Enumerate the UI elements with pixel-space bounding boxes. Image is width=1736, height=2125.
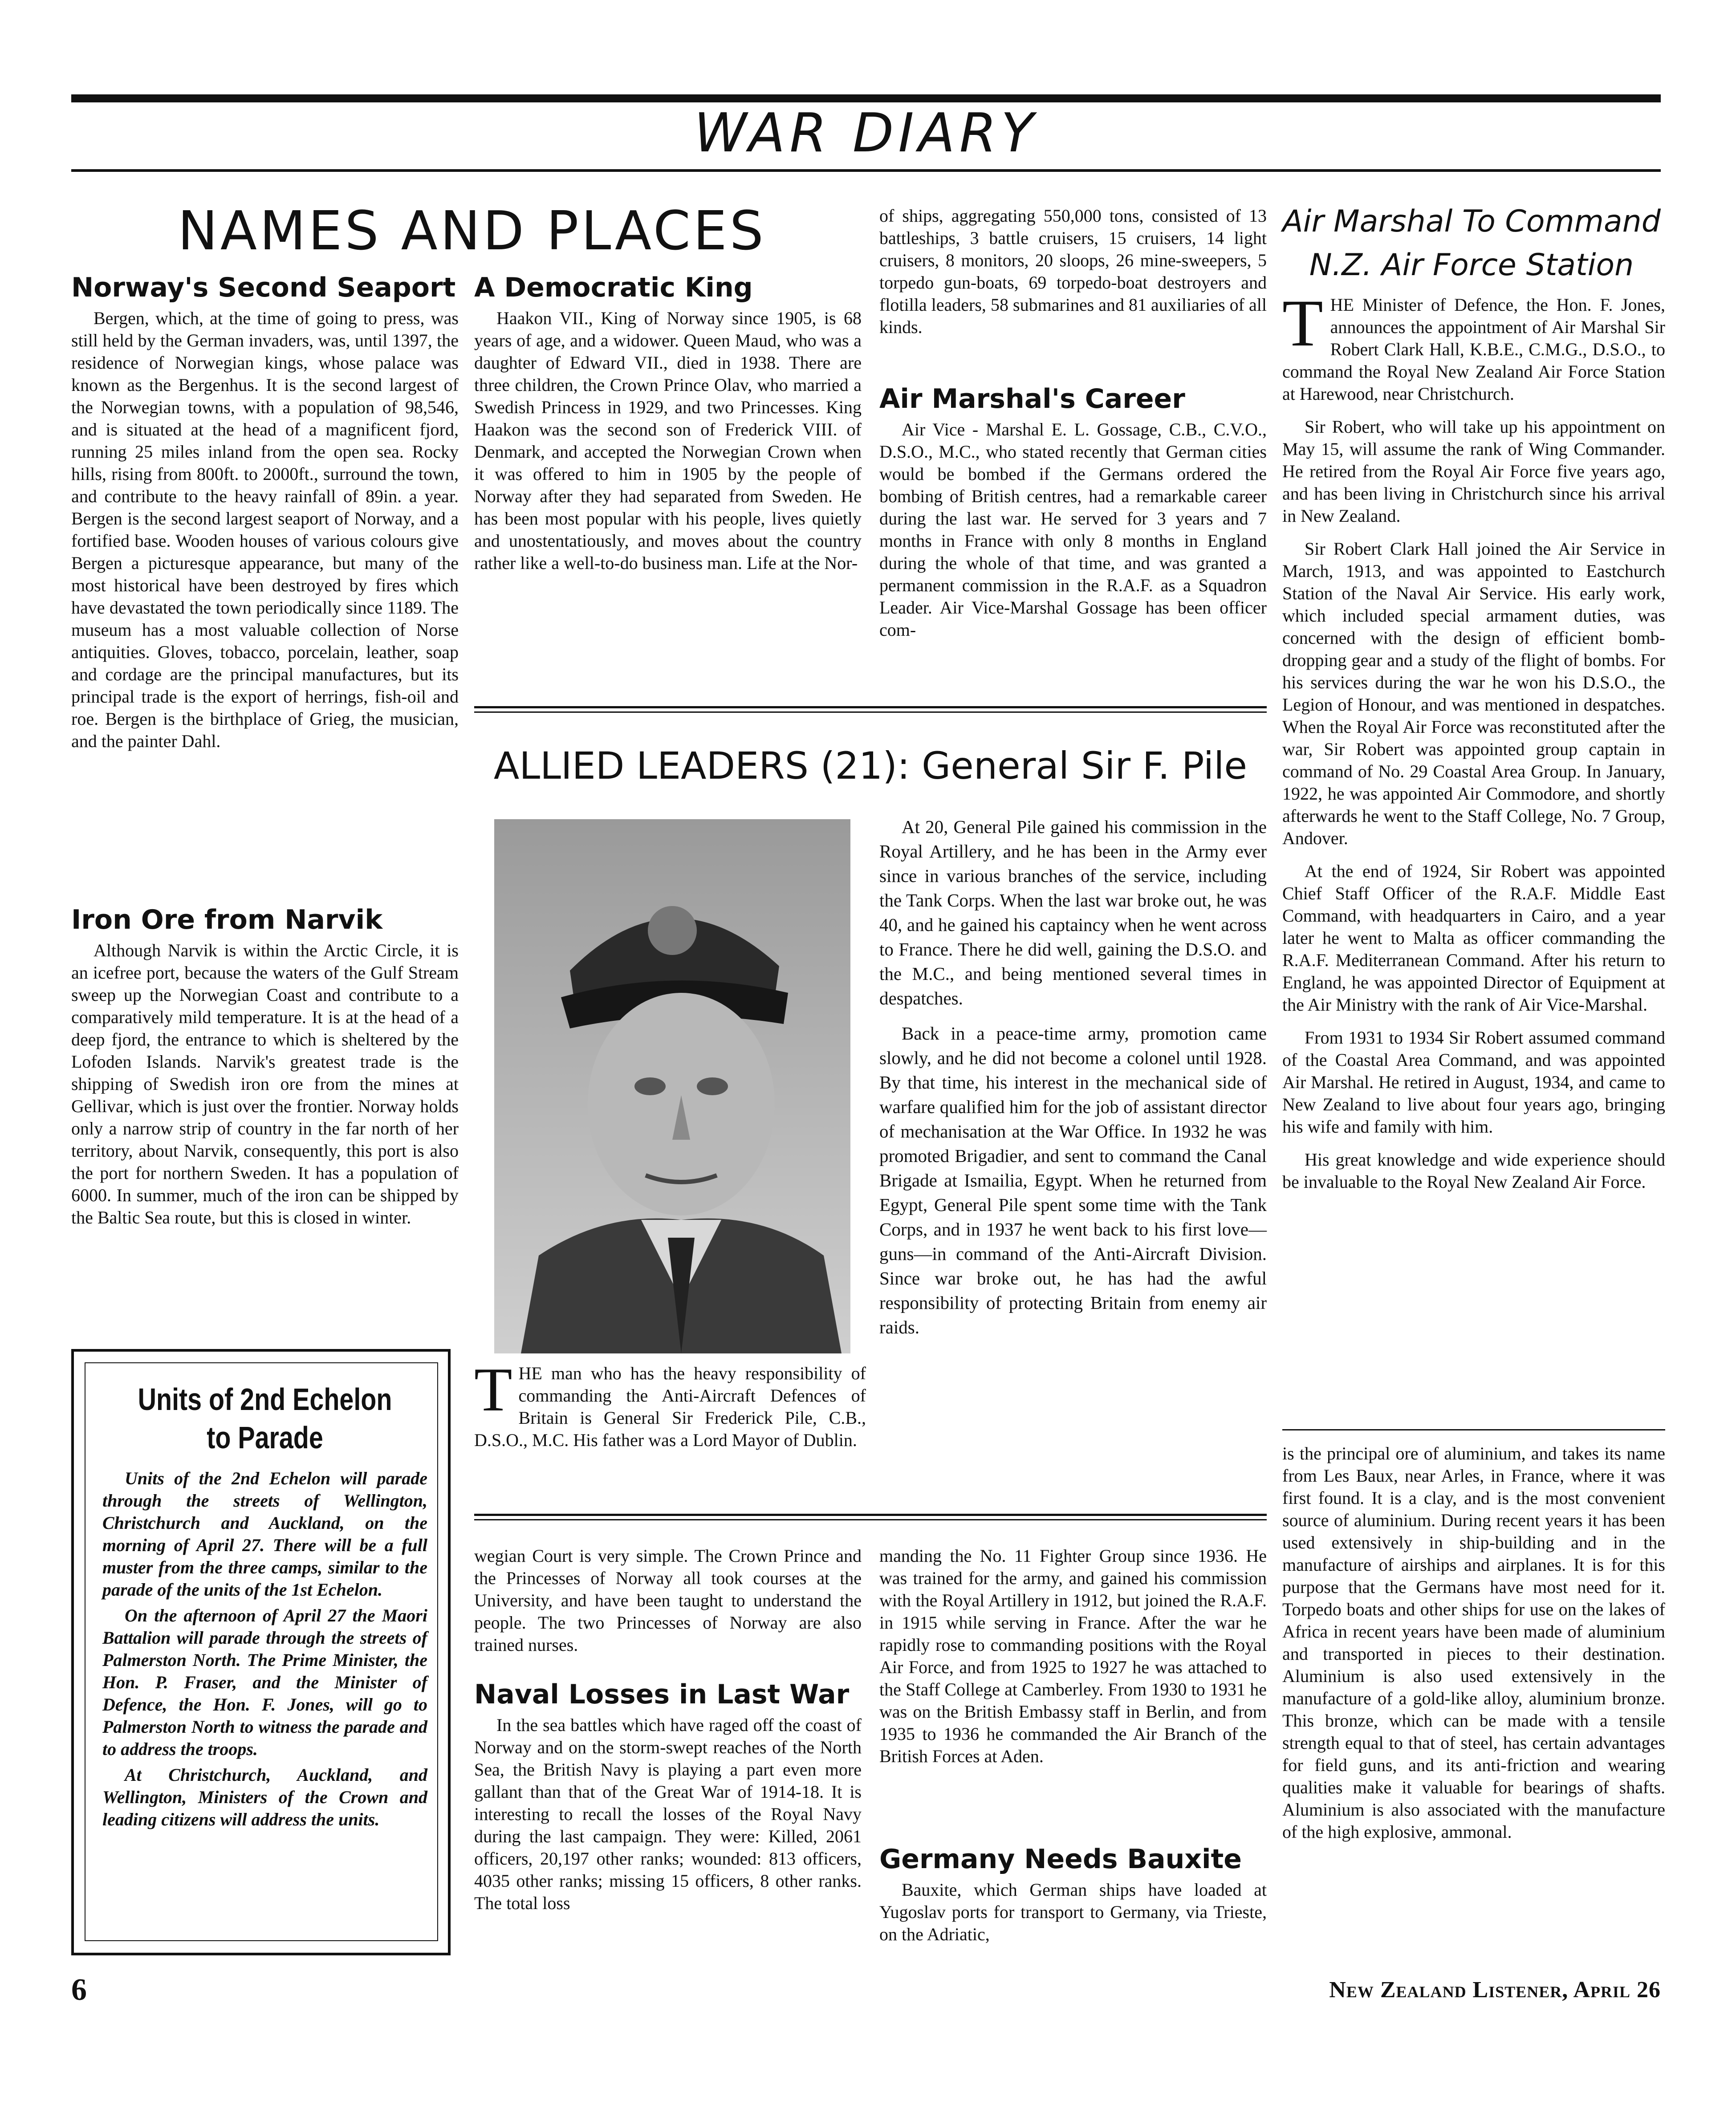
units-box-paragraph-3: At Christchurch, Auckland, and Wellington, Ministers of the Crown and leading citizens will address the units. [102, 1765, 427, 1829]
top-thick-rule [71, 94, 1661, 102]
allied-leaders-title: ALLIED LEADERS (21): General Sir F. Pile [493, 744, 1248, 788]
allied-paragraph-2: Back in a peace-time army, promotion came slowly, and he did not become a colonel until 1928. By that time, his interest in the mechanical side of warfare qualified him for the job of assistant director of mechanisation at the War Office. In 1932 he was promoted Brigadier, and sent to command the Canal Brigade at Ismailia, Egypt. When he returned from Egypt, General Pile spent some time with the Tank Corps, and in 1937 he went back to his first love—guns—in command of the Anti-Aircraft Division. Since war broke out, he has had the awful responsibility of protecting Britain from enemy air raids. [879, 1023, 1267, 1337]
king-continued [474, 1545, 862, 1656]
units-box-content [102, 1380, 427, 1834]
narvik-text [71, 939, 459, 1229]
units-box-paragraph-2: On the afternoon of April 27 the Maori Battalion will parade through the streets of Palmerston North. The Prime Minister, the Hon. P. Fraser, and the Minister of Defence, the Hon. F. Jones, will go to Palmerston North to witness the parade and to address the troops. [102, 1605, 427, 1759]
allied-top-rule-2 [474, 711, 1267, 713]
norway-heading: Norway's Second Seaport [71, 272, 456, 303]
naval-paragraph: In the sea battles which have raged off the coast of Norway and on the storm-swept reaches of the North Sea, the British Navy is playing a part even more gallant than that of the Great War of 1914-18. It is interesting to recall the losses of the Royal Navy during the last campaign. They were: Killed, 2061 officers, 20,197 other ranks; wounded: 813 officers, 4035 other ranks; missing 15 officers, 8 other ranks. The total loss [474, 1715, 862, 1913]
portrait-image [494, 819, 850, 1353]
general-pile-photo [494, 819, 850, 1353]
units-box-title-line2: to Parade [207, 1420, 323, 1455]
allied-paragraph-1: At 20, General Pile gained his commission in the Royal Artillery, and he has been in the Army ever since in various branches of the service, including the Tank Corps. When the last war broke out, he was 40, and he gained his captaincy when he went across to France. There he did well, gaining the D.S.O. and the M.C., and being mentioned several times in despatches. [879, 817, 1267, 1008]
bauxite-article [879, 1843, 1267, 1956]
air-marshal-paragraph-6: His great knowledge and wide experience should be invaluable to the Royal New Zealand Air Force. [1282, 1150, 1665, 1192]
air-marshal-paragraph-5: From 1931 to 1934 Sir Robert assumed command of the Coastal Area Command, and was appointed Air Marshal. He retired in August, 1934, and came to New Zealand to live about four years ago, bringing his wife and family with him. [1282, 1028, 1665, 1137]
career-text [879, 418, 1267, 641]
bauxite-paragraph: Bauxite, which German ships have loaded at Yugoslav ports for transport to Germany, via Trieste, on the Adriatic, [879, 1880, 1267, 1944]
units-box-paragraph-1: Units of the 2nd Echelon will parade through the streets of Wellington, Christchurch and Auckland, on the morning of April 27. There will be a full muster from the three camps, similar to the parade of the units of the 1st Echelon. [102, 1468, 427, 1600]
narvik-heading: Iron Ore from Narvik [71, 904, 383, 935]
air-marshal-dropcap: T [1282, 286, 1323, 360]
air-marshal-paragraph-3: Sir Robert Clark Hall joined the Air Service in March, 1913, and was appointed to Eastchurch Station of the Naval Air Service. His early work, which included special armament duties, was concerned with the design of efficient bomb-dropping gear and a study of the flight of bombs. For his services during the war he won his D.S.O., the Legion of Honour, and was mentioned in despatches. When the Royal Air Force was reconstituted after the war, Sir Robert was appointed group captain in command of No. 29 Coastal Area Group. In January, 1922, he was appointed Air Commodore, and shortly afterwards he went to the Staff College, No. 7 Group, Andover. [1282, 539, 1665, 848]
allied-body [879, 815, 1267, 1350]
career-continued-paragraph: manding the No. 11 Fighter Group since 1936. He was trained for the army, and gained his commission with the Royal Artillery in 1912, but joined the R.A.F. in 1915 while serving in France. After the war he rapidly rose to commanding positions with the Royal Air Force, and from 1925 to 1927 he was attached to the Staff College at Camberley. From 1930 to 1931 he was on the British Embassy staff in Berlin, and from 1935 to 1936 he commanded the Air Branch of the British Forces at Aden. [879, 1546, 1267, 1766]
allied-top-rule-1 [474, 706, 1267, 708]
allied-bottom-rule-2 [474, 1519, 1267, 1520]
units-box-text [102, 1467, 427, 1831]
page-number: 6 [71, 1973, 87, 2007]
king-continued-paragraph: wegian Court is very simple. The Crown Prince and the Princesses of Norway all took courses at the University, and have been taught to understand the people. The two Princesses of Norway are also trained nurses. [474, 1546, 862, 1655]
air-marshal-paragraph-1: HE Minister of Defence, the Hon. F. Jones, announces the appointment of Air Marshal Sir Robert Clark Hall, K.B.E., C.M.G., D.S.O., to command the Royal New Zealand Air Force Station at Harewood, near Christchurch. [1282, 295, 1665, 404]
air-marshal-article [1282, 286, 1665, 1204]
air-marshal-paragraph-2: Sir Robert, who will take up his appointment on May 15, will assume the rank of Wing Commander. He retired from the Royal Air Force five years ago, and has been living in Christchurch since his arrival in New Zealand. [1282, 417, 1665, 526]
banner-bottom-rule [71, 169, 1661, 172]
air-marshal-title-line2: N.Z. Air Force Station [1309, 248, 1634, 283]
ships-paragraph: of ships, aggregating 550,000 tons, consisted of 13 battleships, 3 battle cruisers, 15 cruisers, 14 light cruisers, 8 monitors, 20 sloops, 26 mine-sweepers, 5 torpedo gun-boats, 69 torpedo-boat destroyers and flotilla leaders, 58 submarines and 81 auxiliaries of all kinds. [879, 206, 1267, 337]
career-continued [879, 1545, 1267, 1767]
career-heading: Air Marshal's Career [879, 383, 1185, 414]
career-article [879, 383, 1267, 652]
naval-text [474, 1714, 862, 1914]
norway-article [71, 272, 459, 763]
career-paragraph: Air Vice - Marshal E. L. Gossage, C.B., C.V.O., D.S.O., M.C., who stated recently that German cities would be bombed if the Germans ordered the bombing of British centres, had a remarkable career during the last war. He served for 3 years and 7 months in France with only 8 months in England during the whole of that time, and was granted a permanent commission in the R.A.F. as a Squadron Leader. Air Vice-Marshal Gossage has been officer com- [879, 419, 1267, 640]
norway-paragraph: Bergen, which, at the time of going to press, was still held by the German invaders, was, until 1397, the residence of Norwegian kings, whose palace was known as the Bergenhus. It is the second largest of the Norwegian towns, with a population of 98,546, and is situated at the head of a magnificent fjord, running 25 miles inland from the open sea. Rocky hills, rising from 800ft. to 2000ft., surround the town, and contribute to the heavy rainfall of 89in. a year. Bergen is the second largest seaport of Norway, and a fortified base. Wooden houses of various colours give Bergen a picturesque appearance, but many of the most historical have been destroyed by fires which have devastated the town periodically since 1189. The museum has a most valuable collection of Norse antiquities. Gloves, tobacco, porcelain, leather, soap and cordage are the principal manufactures, but its principal trade is the export of herrings, fish-oil and roe. Bergen is the birthplace of Grieg, the musician, and the painter Dahl. [71, 308, 459, 751]
narvik-article [71, 904, 459, 1239]
air-marshal-paragraph-4: At the end of 1924, Sir Robert was appointed Chief Staff Officer of the R.A.F. Middle East Command, with headquarters in Cairo, and a year later he went to Malta as officer commanding the R.A.F. Mediterranean Command. After his return to England, he was appointed Director of Equipment at the Air Ministry with the rank of Air Vice-Marshal. [1282, 861, 1665, 1015]
norway-text [71, 307, 459, 752]
naval-article [474, 1678, 862, 1925]
publication-footer: New Zealand Listener, April 26 [1329, 1977, 1661, 2003]
king-text [474, 307, 862, 574]
bauxite-heading: Germany Needs Bauxite [879, 1844, 1242, 1875]
allied-bottom-rule-1 [474, 1514, 1267, 1516]
air-marshal-title-line1: Air Marshal To Command [1282, 204, 1661, 239]
king-heading: A Democratic King [474, 272, 753, 303]
units-box-title-line1: Units of 2nd Echelon [138, 1382, 392, 1417]
column4-divider [1282, 1429, 1665, 1430]
photo-caption [474, 1355, 866, 1451]
names-and-places-title: NAMES AND PLACES [178, 200, 766, 262]
ships-fragment [879, 205, 1267, 338]
king-article [474, 272, 862, 585]
bauxite-text [879, 1879, 1267, 1946]
bauxite-continued-paragraph: is the principal ore of aluminium, and takes its name from Les Baux, near Arles, in France, where it was first found. It is a clay, and is the most convenient source of aluminium. During recent years it has been used extensively in ship-building and in the manufacture of airships and airplanes. It is for this purpose that the Germans have most need for it. Torpedo boats and other ships for use on the lakes of Africa in recent years have been made of aluminium and transported in pieces to their destination. Aluminium is also used extensively in the manufacture of a gold-like alloy, aluminium bronze. This bronze, which can be made with a tensile strength equal to that of steel, has certain advantages for field guns, and its anti-friction and wearing qualities make it valuable for bearings of shafts. Aluminium is also associated with the manufacture of the high explosive, ammonal. [1282, 1443, 1665, 1842]
narvik-paragraph: Although Narvik is within the Arctic Circle, it is an icefree port, because the waters of the Gulf Stream sweep up the Norwegian Coast and contribute to a comparatively mild temperature. It is at the head of a deep fjord, the entrance to which is sheltered by the Lofoden Islands. Narvik's greatest trade is the shipping of Swedish iron ore from the mines at Gellivar, which is just over the frontier. Norway holds only a narrow strip of country in the far north of her territory, about Narvik, consequently, this port is also the port for northern Sweden. It has a population of 6000. In summer, much of the iron can be shipped by the Baltic Sea route, but this is closed in winter. [71, 940, 459, 1227]
caption-dropcap: T [474, 1355, 512, 1424]
naval-heading: Naval Losses in Last War [474, 1679, 850, 1710]
section-banner: WAR DIARY [694, 102, 1038, 164]
caption-text: HE man who has the heavy responsibility of commanding the Anti-Aircraft Defences of Britain is General Sir Frederick Pile, C.B., D.S.O., M.C. His father was a Lord Mayor of Dublin. [474, 1363, 866, 1450]
king-paragraph: Haakon VII., King of Norway since 1905, is 68 years of age, and a widower. Queen Maud, who was a daughter of Edward VII., died in 1938. There are three children, the Crown Prince Olav, who married a Swedish Princess in 1929, and two Princesses. King Haakon was the second son of Frederick VIII. of Denmark, and accepted the Norwegian Crown when it was offered to him in 1905 by the people of Norway after they had separated from Sweden. He has been most popular with his people, lives quietly and unostentatiously, and moves about the country rather like a well-to-do business man. Life at the Nor- [474, 308, 862, 573]
air-marshal-lead [1282, 286, 1665, 405]
bauxite-continued [1282, 1442, 1665, 1843]
